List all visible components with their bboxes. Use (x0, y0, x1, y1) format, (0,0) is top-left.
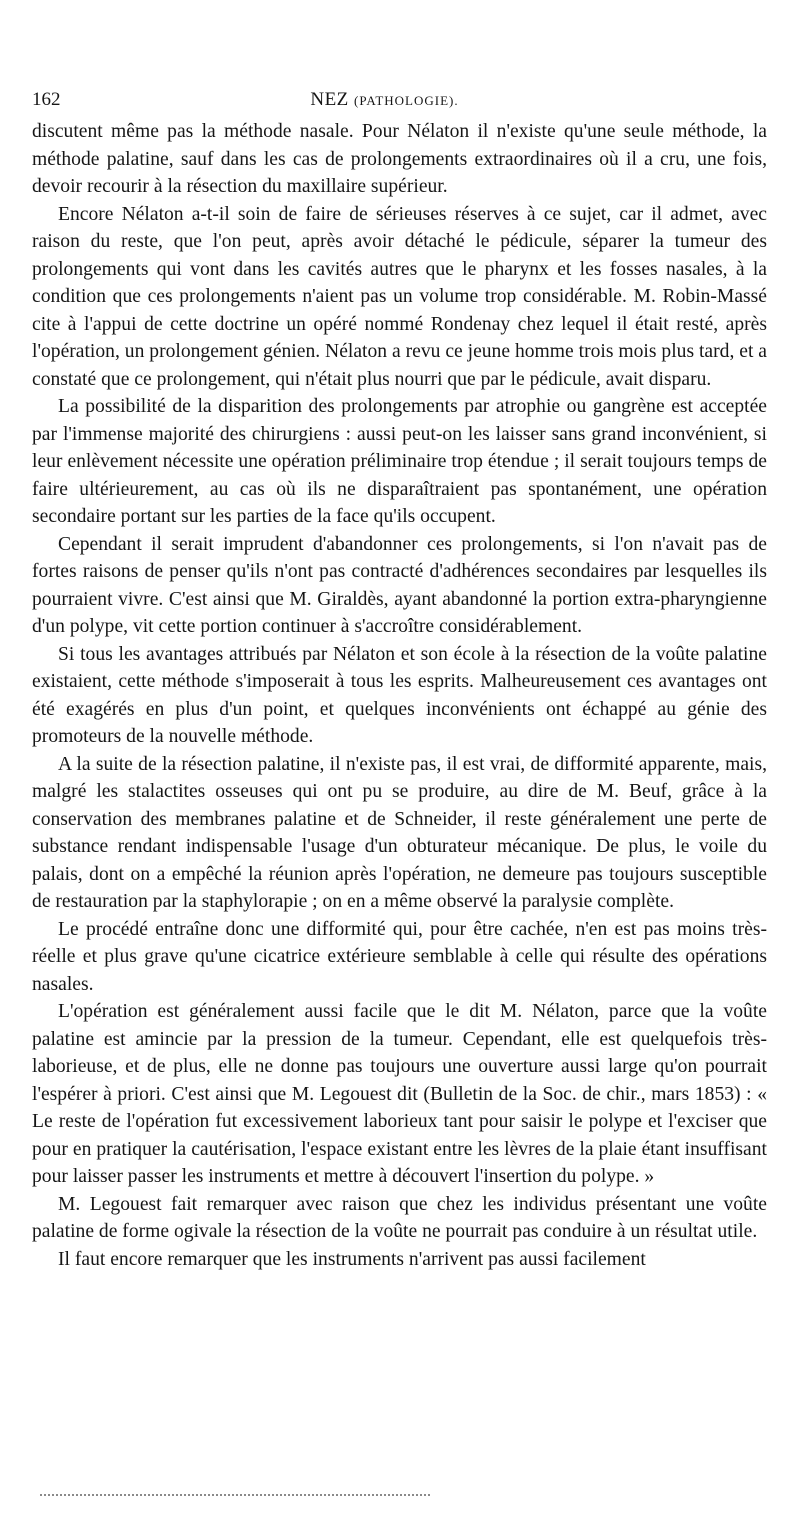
page-number: 162 (32, 89, 61, 110)
paragraph: A la suite de la résection palatine, il n'existe pas, il est vrai, de difformité apparente, mais, malgré les stalactites osseuses qui ont pu se produire, au dire de M. Beuf, grâce à la conservation des membranes palatine et de Schneider, il reste généralement une perte de substance rendant indispensable l'usage d'un obturateur mécanique. De plus, le voile du palais, dont on a empêché la réunion après l'opération, ne demeure pas toujours susceptible de restauration par la staphylorapie ; on en a même observé la paralysie complète. (32, 753, 767, 912)
paragraph: Cependant il serait imprudent d'abandonner ces prolongements, si l'on n'avait pas de fortes raisons de penser qu'ils n'ont pas contracté d'adhérences secondaires par lesquelles ils pourraient vivre. C'est ainsi que M. Giraldès, ayant abandonné la portion extra-pharyngienne d'un polype, vit cette portion continuer à s'accroître considérablement. (32, 533, 767, 637)
running-title-section: (PATHOLOGIE). (354, 93, 459, 108)
running-title-main: NEZ (310, 89, 349, 110)
body-text (32, 118, 767, 1273)
paragraph: Il faut encore remarquer que les instruments n'arrivent pas aussi facilement (58, 1248, 646, 1270)
paragraph: Encore Nélaton a-t-il soin de faire de sérieuses réserves à ce sujet, car il admet, avec raison du reste, que l'on peut, après avoir détaché le pédicule, séparer la tumeur des prolongements qui vont dans les cavités autres que le pharynx et les fosses nasales, à la condition que ces prolongements n'aient pas un volume trop considérable. M. Robin-Massé cite à l'appui de cette doctrine un opéré nommé Rondenay chez lequel il était resté, après l'opération, un prolongement génien. Nélaton a revu ce jeune homme trois mois plus tard, et a constaté que ce prolongement, qui n'était plus nourri que par le pédicule, avait disparu. (32, 203, 767, 390)
paragraph: La possibilité de la disparition des prolongements par atrophie ou gangrène est acceptée par l'immense majorité des chirurgiens : aussi peut-on les laisser sans grand inconvénient, si leur enlèvement nécessite une opération préliminaire trop étendue ; il serait toujours temps de faire ultérieurement, au cas où ils ne disparaîtraient pas spontanément, une opération secondaire portant sur les parties de la face qu'ils occupent. (32, 396, 767, 527)
paragraph: Si tous les avantages attribués par Nélaton et son école à la résection de la voûte palatine existaient, cette méthode s'imposerait à tous les esprits. Malheureusement ces avantages ont été exagérés en plus d'un point, et quelques inconvénients ont échappé au génie des promoteurs de la nouvelle méthode. (32, 643, 767, 747)
footer-dotted-rule (40, 1494, 430, 1496)
paragraph: Le procédé entraîne donc une difformité qui, pour être cachée, n'en est pas moins très-réelle et plus grave qu'une cicatrice extérieure semblable à celle qui résulte des opérations nasales. (32, 918, 767, 995)
book-page (32, 86, 767, 1273)
paragraph: M. Legouest fait remarquer avec raison que chez les individus présentant une voûte palatine de forme ogivale la résection de la voûte ne pourrait pas conduire à un résultat utile. (32, 1193, 767, 1242)
running-header (32, 86, 767, 118)
running-title (122, 86, 767, 115)
paragraph: discutent même pas la méthode nasale. Pour Nélaton il n'existe qu'une seule méthode, la méthode palatine, sauf dans les cas de prolongements extraordinaires où il a cru, une fois, devoir recourir à la résection du maxillaire supérieur. (32, 121, 767, 197)
paragraph: L'opération est généralement aussi facile que le dit M. Nélaton, parce que la voûte palatine est amincie par la pression de la tumeur. Cependant, elle est quelquefois très-laborieuse, et de plus, elle ne donne pas toujours une ouverture aussi large qu'on pourrait l'espérer à priori. C'est ainsi que M. Legouest dit (Bulletin de la Soc. de chir., mars 1853) : « Le reste de l'opération fut excessivement laborieux tant pour saisir le polype et l'exciser que pour en pratiquer la cautérisation, l'espace existant entre les lèvres de la plaie étant insuffisant pour laisser passer les instruments et mettre à découvert l'insertion du polype. » (32, 1001, 767, 1187)
